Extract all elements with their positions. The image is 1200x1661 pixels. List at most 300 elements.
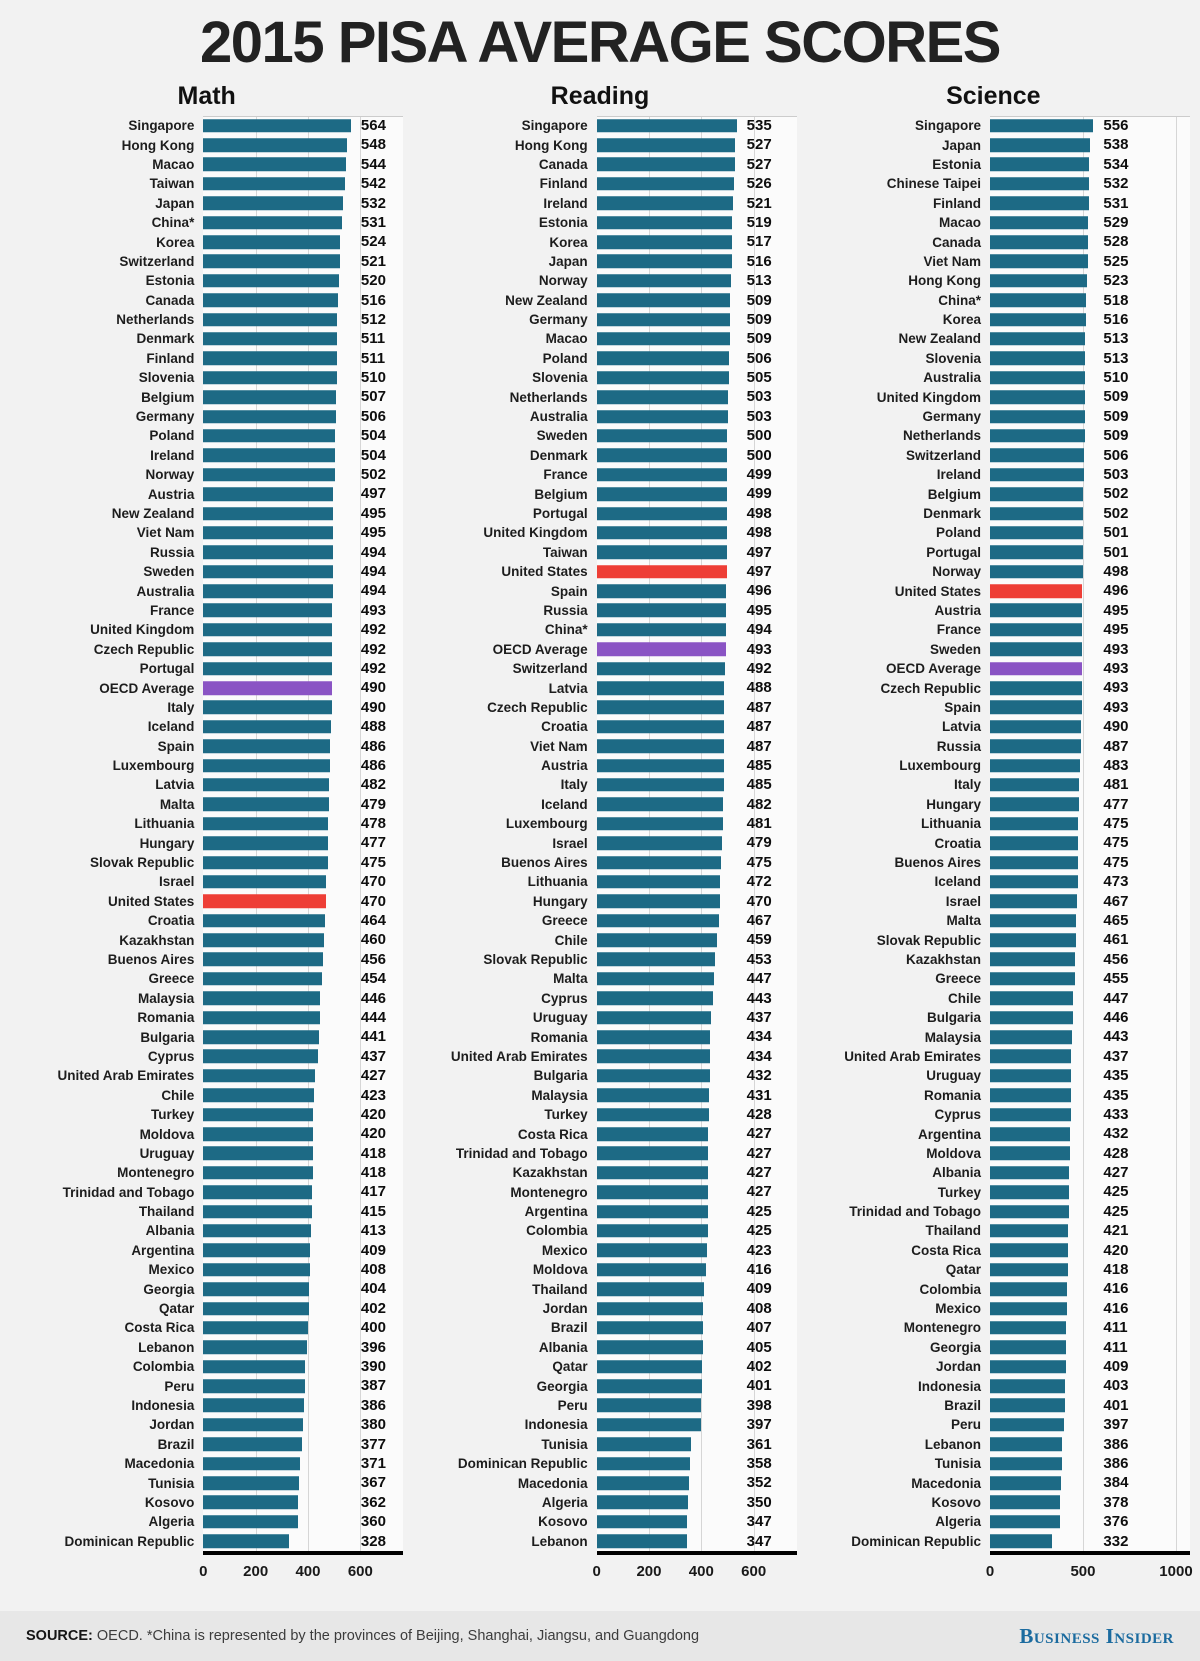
chart-row [403, 1163, 796, 1182]
score-value: 481 [746, 815, 772, 833]
bar-cell [203, 387, 403, 406]
country-label: Argentina [131, 1242, 195, 1258]
chart-row [10, 872, 403, 891]
country-label: Japan [548, 253, 588, 269]
score-bar [203, 1534, 289, 1548]
country-label: United Arab Emirates [844, 1048, 981, 1064]
bar-cell [597, 620, 797, 639]
score-bar [597, 720, 724, 734]
country-label: Singapore [914, 118, 981, 134]
country-label: Korea [942, 312, 981, 328]
country-label: Macedonia [517, 1475, 588, 1491]
score-bar [203, 410, 335, 424]
country-label: Netherlands [509, 389, 588, 405]
country-label: Korea [156, 234, 195, 250]
country-label: Netherlands [116, 312, 195, 328]
charts-container [0, 78, 1200, 1589]
score-value: 446 [360, 989, 386, 1007]
score-bar [990, 235, 1088, 249]
score-bar [597, 1379, 702, 1393]
bar-cell [597, 155, 797, 174]
bar-cell [203, 1086, 403, 1105]
country-label: Netherlands [902, 428, 981, 444]
score-value: 453 [746, 950, 772, 968]
bar-cell [597, 329, 797, 348]
bar-cell [597, 698, 797, 717]
bar-cell [597, 1144, 797, 1163]
score-value: 470 [746, 892, 772, 910]
score-bar [203, 1302, 308, 1316]
score-bar [597, 1011, 711, 1025]
score-bar [990, 1205, 1069, 1219]
bar-cell [990, 1473, 1190, 1492]
score-bar [990, 875, 1078, 889]
score-value: 397 [1103, 1416, 1129, 1434]
country-label: Buenos Aires [501, 855, 588, 871]
bar-cell [597, 484, 797, 503]
score-bar [203, 1360, 305, 1374]
score-bar [203, 1050, 317, 1064]
axis-spacer [10, 1555, 203, 1589]
chart-row [403, 581, 796, 600]
x-axis [797, 1555, 1193, 1589]
bar-cell [597, 989, 797, 1008]
country-label: Kosovo [144, 1494, 195, 1510]
chart-row [10, 756, 403, 775]
score-value: 512 [360, 310, 386, 328]
bar-cell [203, 407, 403, 426]
score-bar [203, 720, 331, 734]
chart-row [403, 1047, 796, 1066]
chart-row [797, 465, 1190, 484]
country-label: Chile [161, 1087, 195, 1103]
chart-row [797, 1532, 1190, 1551]
chart-row [403, 1008, 796, 1027]
score-value: 427 [746, 1183, 772, 1201]
bar-cell [203, 833, 403, 852]
score-value: 402 [746, 1358, 772, 1375]
score-bar [990, 1399, 1065, 1413]
country-label: Trinidad and Tobago [849, 1204, 981, 1220]
chart-row [10, 1221, 403, 1240]
country-label: Hong Kong [908, 273, 981, 289]
score-bar [203, 1438, 302, 1452]
score-value: 432 [746, 1067, 772, 1085]
bar-cell [597, 717, 797, 736]
country-label: Peru [557, 1397, 588, 1413]
chart-row [403, 329, 796, 348]
score-bar [203, 235, 340, 249]
bar-cell [203, 504, 403, 523]
chart-row [797, 1396, 1190, 1415]
chart-row [797, 1279, 1190, 1298]
country-label: Turkey [151, 1107, 195, 1123]
chart-row [10, 1376, 403, 1395]
chart-row [403, 911, 796, 930]
chart-row [797, 349, 1190, 368]
bar-cell [203, 892, 403, 911]
chart-row [403, 1182, 796, 1201]
chart-row [797, 775, 1190, 794]
bar-cell [990, 368, 1190, 387]
score-bar [597, 662, 726, 676]
score-bar [597, 332, 730, 346]
score-value: 501 [1103, 543, 1129, 561]
bar-cell [990, 484, 1190, 503]
score-bar [990, 313, 1086, 327]
score-value: 513 [1103, 349, 1129, 367]
country-label: Kazakhstan [905, 951, 981, 967]
country-label: Norway [145, 467, 195, 483]
axis-spacer [797, 1555, 990, 1589]
score-bar [597, 1263, 706, 1277]
score-bar [203, 662, 332, 676]
country-label: Croatia [147, 913, 195, 929]
country-label: Argentina [917, 1126, 981, 1142]
score-bar [990, 817, 1078, 831]
country-label: China* [938, 292, 981, 308]
chart-row [403, 465, 796, 484]
country-label: Kazakhstan [119, 932, 195, 948]
score-value: 377 [360, 1435, 386, 1453]
country-label: Belgium [141, 389, 195, 405]
source-note [26, 1628, 699, 1644]
score-value: 386 [360, 1396, 386, 1414]
bar-cell [990, 601, 1190, 620]
score-value: 501 [1103, 524, 1129, 542]
score-value: 503 [746, 388, 772, 406]
score-value: 421 [1103, 1222, 1129, 1240]
score-bar [597, 798, 723, 812]
bar-cell [203, 252, 403, 271]
country-label: Georgia [536, 1378, 588, 1394]
chart-row [403, 1027, 796, 1046]
bar-cell [990, 930, 1190, 949]
chart-row [797, 194, 1190, 213]
score-value: 386 [1103, 1435, 1129, 1453]
bar-cell [203, 1008, 403, 1027]
score-bar [990, 1457, 1062, 1471]
country-label: New Zealand [898, 331, 981, 347]
score-bar [990, 1263, 1068, 1277]
chart-row [403, 989, 796, 1008]
brand-logo: Business Insider [1019, 1623, 1174, 1648]
country-label: Russia [936, 738, 981, 754]
score-value: 506 [360, 407, 386, 425]
score-value: 328 [360, 1532, 386, 1550]
chart-row [10, 1454, 403, 1473]
bar-cell [203, 872, 403, 891]
bar-cell [597, 562, 797, 581]
chart-row [797, 329, 1190, 348]
score-bar [597, 1030, 711, 1044]
score-value: 486 [360, 737, 386, 755]
chart-row [797, 1260, 1190, 1279]
country-label: Malaysia [531, 1087, 588, 1103]
bar-cell [597, 1047, 797, 1066]
score-value: 464 [360, 912, 386, 930]
country-label: Slovak Republic [483, 951, 588, 967]
score-value: 360 [360, 1513, 386, 1531]
score-bar [597, 604, 727, 618]
country-label: Slovenia [532, 370, 588, 386]
bar-cell [990, 426, 1190, 445]
score-bar [203, 584, 332, 598]
country-label: Greece [935, 971, 981, 987]
bar-cell [597, 1415, 797, 1434]
score-value: 398 [746, 1396, 772, 1414]
score-value: 386 [1103, 1454, 1129, 1472]
score-bar [990, 992, 1073, 1006]
chart-row [403, 659, 796, 678]
bar-cell [203, 698, 403, 717]
score-bar [597, 856, 721, 870]
country-label: Thailand [925, 1223, 981, 1239]
bar-cell [990, 1260, 1190, 1279]
score-value: 492 [360, 621, 386, 639]
bar-cell [990, 1221, 1190, 1240]
bar-cell [203, 756, 403, 775]
score-value: 376 [1103, 1513, 1129, 1531]
bar-cell [203, 640, 403, 659]
bar-cell [597, 504, 797, 523]
bar-cell [990, 892, 1190, 911]
score-value: 444 [360, 1008, 386, 1026]
country-label: Israel [159, 874, 195, 890]
score-value: 371 [360, 1454, 386, 1472]
score-value: 498 [746, 504, 772, 522]
country-label: Moldova [926, 1145, 981, 1161]
score-bar [990, 255, 1088, 269]
score-bar [203, 546, 332, 560]
country-label: Uruguay [139, 1145, 195, 1161]
chart-row [797, 659, 1190, 678]
score-bar [990, 158, 1089, 172]
score-value: 498 [1103, 562, 1129, 580]
bar-cell [990, 1512, 1190, 1531]
chart-row [403, 620, 796, 639]
chart-row [403, 523, 796, 542]
bar-cell [203, 232, 403, 251]
chart-row [797, 950, 1190, 969]
score-bar [990, 739, 1081, 753]
chart-row [10, 562, 403, 581]
chart-row [10, 640, 403, 659]
bar-cell [203, 1066, 403, 1085]
chart-row [403, 775, 796, 794]
score-bar [597, 1088, 710, 1102]
score-bar [597, 1185, 709, 1199]
score-value: 347 [746, 1532, 772, 1550]
score-bar [990, 119, 1093, 133]
bar-cell [990, 853, 1190, 872]
chart-row [797, 872, 1190, 891]
bar-cell [990, 1279, 1190, 1298]
chart-row [10, 116, 403, 135]
score-bar [203, 332, 337, 346]
score-value: 423 [360, 1086, 386, 1104]
country-label: Indonesia [131, 1397, 195, 1413]
score-bar [597, 1476, 689, 1490]
score-value: 493 [1103, 679, 1129, 697]
score-value: 488 [746, 679, 772, 697]
score-bar [203, 875, 326, 889]
score-value: 409 [746, 1280, 772, 1298]
score-value: 506 [746, 349, 772, 367]
score-bar [203, 1011, 319, 1025]
bar-cell [990, 504, 1190, 523]
score-value: 495 [1103, 621, 1129, 639]
score-value: 482 [360, 776, 386, 794]
bar-cell [203, 562, 403, 581]
country-label: Bulgaria [533, 1068, 588, 1084]
chart-row [797, 1066, 1190, 1085]
chart-row [10, 892, 403, 911]
bar-cell [990, 1066, 1190, 1085]
country-label: Lebanon [531, 1533, 588, 1549]
score-value: 465 [1103, 912, 1129, 930]
chart-row [403, 1241, 796, 1260]
score-value: 534 [1103, 155, 1129, 173]
chart-row [10, 1493, 403, 1512]
country-label: Malta [946, 913, 981, 929]
country-label: Bulgaria [926, 1010, 981, 1026]
score-value: 408 [360, 1261, 386, 1279]
chart-row [797, 892, 1190, 911]
country-label: Taiwan [149, 176, 195, 192]
chart-row [797, 1473, 1190, 1492]
score-bar [203, 933, 323, 947]
score-bar [203, 1379, 304, 1393]
score-value: 506 [1103, 446, 1129, 464]
score-bar [597, 468, 728, 482]
score-bar [597, 1321, 703, 1335]
score-value: 520 [360, 272, 386, 290]
country-label: Korea [549, 234, 588, 250]
bar-cell [990, 717, 1190, 736]
score-bar [203, 507, 333, 521]
score-bar [203, 429, 335, 443]
country-label: United Kingdom [90, 622, 195, 638]
chart-row [10, 1105, 403, 1124]
bar-cell [597, 1027, 797, 1046]
chart-row [403, 155, 796, 174]
chart-row [10, 446, 403, 465]
score-value: 544 [360, 155, 386, 173]
bar-cell [990, 678, 1190, 697]
score-value: 531 [1103, 194, 1129, 212]
chart-row [797, 387, 1190, 406]
score-bar [203, 953, 322, 967]
chart-row [10, 523, 403, 542]
bar-cell [597, 950, 797, 969]
country-label: Switzerland [512, 661, 588, 677]
score-value: 461 [1103, 931, 1129, 949]
score-bar [990, 410, 1085, 424]
bar-cell [597, 426, 797, 445]
chart-row [797, 213, 1190, 232]
score-value: 396 [360, 1338, 386, 1356]
country-label: Malaysia [138, 990, 195, 1006]
bar-cell [203, 1202, 403, 1221]
chart-row [797, 1124, 1190, 1143]
chart-row [10, 349, 403, 368]
country-label: Colombia [919, 1281, 981, 1297]
bar-cell [203, 717, 403, 736]
country-label: Macedonia [124, 1456, 195, 1472]
chart-row [10, 543, 403, 562]
score-value: 418 [1103, 1261, 1129, 1279]
score-value: 493 [1103, 698, 1129, 716]
country-label: Switzerland [905, 447, 981, 463]
country-label: Canada [538, 156, 588, 172]
bar-cell [990, 291, 1190, 310]
bar-cell [990, 194, 1190, 213]
country-label: Macedonia [911, 1475, 981, 1491]
score-bar [990, 584, 1082, 598]
score-bar [597, 177, 735, 191]
chart-row [403, 252, 796, 271]
chart-row [797, 795, 1190, 814]
score-value: 526 [746, 175, 772, 193]
bar-cell [990, 659, 1190, 678]
chart-row [797, 1435, 1190, 1454]
score-bar [597, 1108, 709, 1122]
score-bar [203, 681, 331, 695]
chart-row [10, 504, 403, 523]
score-bar [203, 895, 326, 909]
bar-cell [203, 1241, 403, 1260]
score-value: 488 [360, 718, 386, 736]
bar-cell [203, 1493, 403, 1512]
chart-row [10, 1241, 403, 1260]
score-bar [203, 778, 329, 792]
score-bar [990, 1050, 1071, 1064]
chart-row [10, 1473, 403, 1492]
score-value: 416 [1103, 1299, 1129, 1317]
score-bar [990, 332, 1085, 346]
score-value: 367 [360, 1474, 386, 1492]
country-label: Argentina [524, 1204, 588, 1220]
score-value: 556 [1103, 117, 1129, 134]
bar-cell [990, 1202, 1190, 1221]
chart-row [797, 601, 1190, 620]
chart-row [403, 116, 796, 135]
score-value: 411 [1103, 1319, 1128, 1337]
chart-row [403, 1473, 796, 1492]
chart-row [403, 1435, 796, 1454]
score-value: 402 [360, 1299, 386, 1317]
chart-row [10, 1182, 403, 1201]
chart-row [403, 1396, 796, 1415]
score-bar [990, 177, 1089, 191]
score-bar [597, 487, 728, 501]
score-bar [990, 1030, 1072, 1044]
score-bar [990, 914, 1076, 928]
country-label: Brazil [157, 1436, 195, 1452]
country-label: Canada [932, 234, 981, 250]
chart-row [797, 252, 1190, 271]
score-value: 505 [746, 369, 772, 387]
bar-cell [990, 213, 1190, 232]
score-bar [990, 604, 1082, 618]
score-value: 481 [1103, 776, 1129, 794]
score-value: 425 [746, 1202, 772, 1220]
chart-math [10, 78, 403, 1589]
score-value: 496 [1103, 582, 1129, 600]
chart-row [797, 484, 1190, 503]
score-bar [203, 313, 337, 327]
